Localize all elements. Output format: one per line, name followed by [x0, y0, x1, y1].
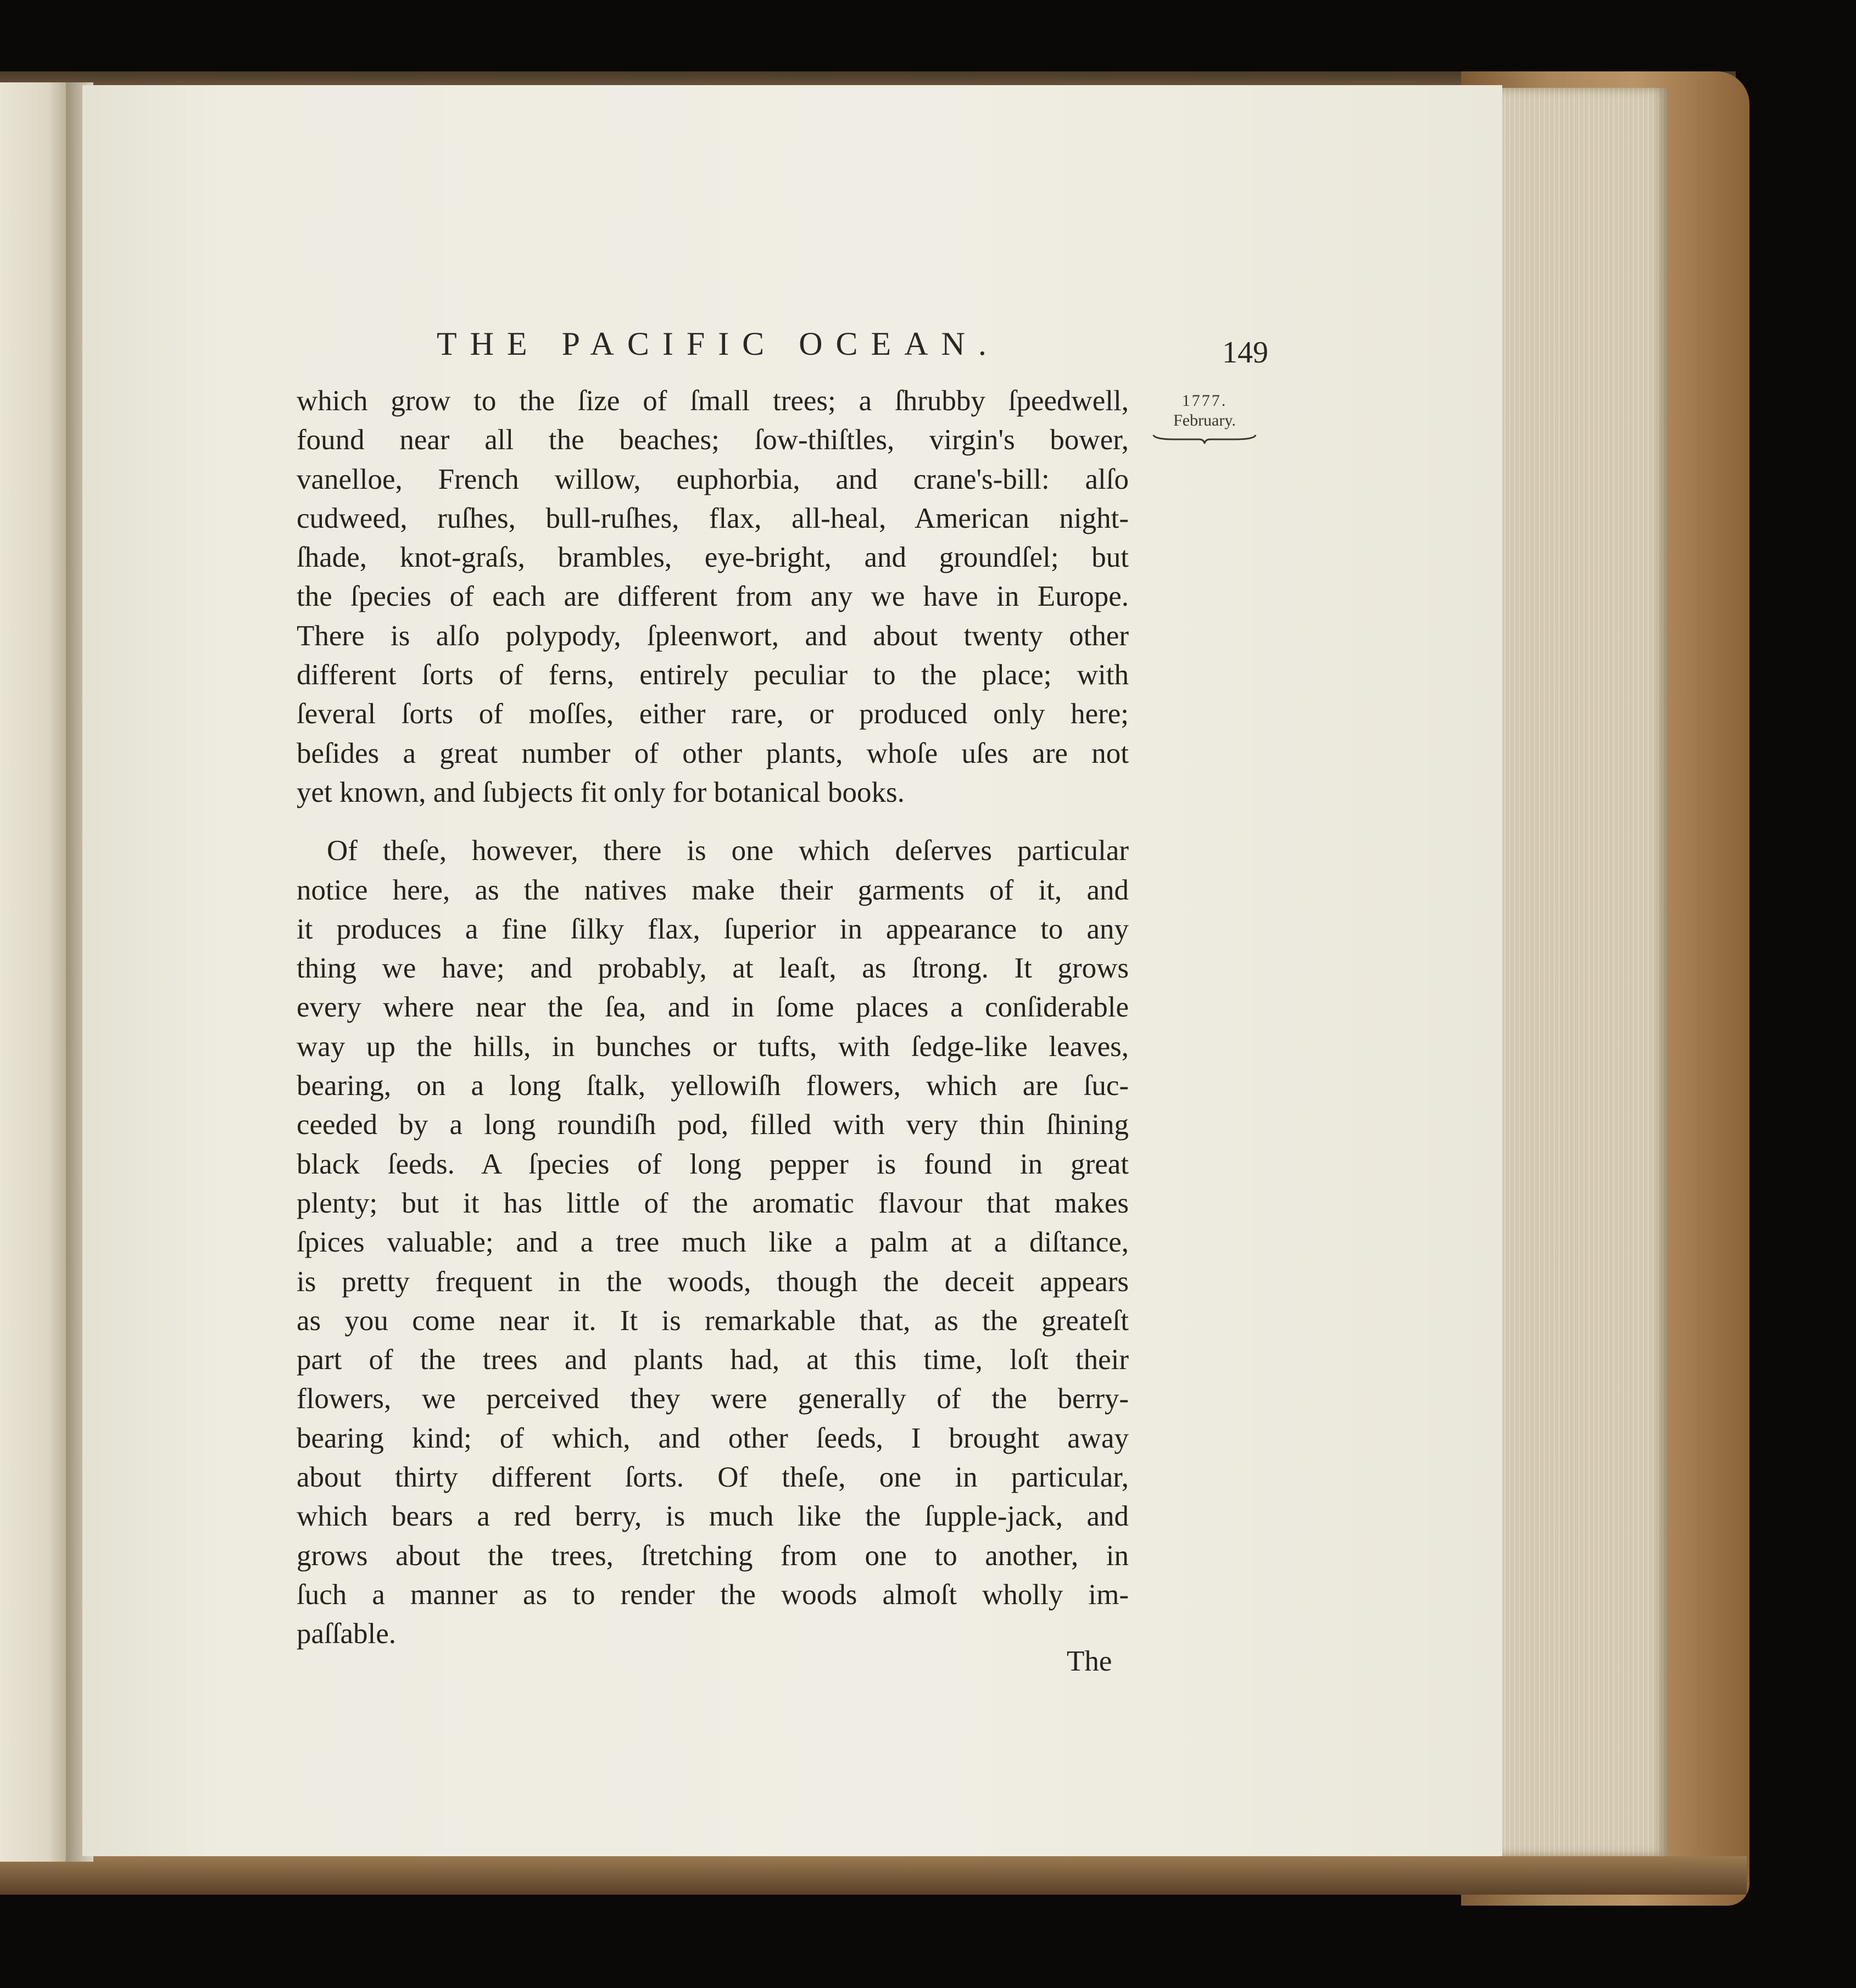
page-number: 149: [1222, 336, 1268, 370]
body-text: [297, 382, 1129, 1654]
text-line: vanelloe, French willow, euphorbia, and crane's-bill: alſo: [297, 463, 1129, 495]
text-line: plenty; but it has little of the aromatic flavour that makes: [297, 1187, 1129, 1219]
left-page: [0, 82, 69, 1862]
text-line: ſhade, knot-graſs, brambles, eye-bright, and groundſel; but: [297, 541, 1129, 574]
brace-icon: [1152, 433, 1257, 444]
text-line: ſuch a manner as to render the woods almoſt wholly im-: [297, 1578, 1129, 1611]
text-line: ſpices valuable; and a tree much like a palm at a diſtance,: [297, 1226, 1129, 1259]
text-line: notice here, as the natives make their garments of it, and: [297, 874, 1129, 906]
text-line: yet known, and ſubjects fit only for botanical books.: [297, 776, 905, 808]
text-line: ceeded by a long roundiſh pod, filled with very thin ſhining: [297, 1109, 1129, 1141]
book-cover-bottom: [0, 1856, 1747, 1895]
text-line: There is alſo polypody, ſpleenwort, and about twenty other: [297, 619, 1129, 652]
text-line: bearing, on a long ſtalk, yellowiſh flowers, which are ſuc-: [297, 1070, 1129, 1102]
text-line: beſides a great number of other plants, whoſe uſes are not: [297, 737, 1129, 769]
margin-note-month: February.: [1173, 411, 1236, 429]
text-line: the ſpecies of each are different from any we have in Europe.: [297, 580, 1129, 613]
text-line: flowers, we perceived they were generally of the berry-: [297, 1383, 1129, 1415]
paragraph: [297, 382, 1129, 812]
text-line: about thirty different ſorts. Of theſe, one in particular,: [297, 1461, 1129, 1494]
text-line: paſſable.: [297, 1618, 396, 1650]
text-line: it produces a fine ſilky flax, ſuperior in appearance to any: [297, 913, 1129, 945]
text-line: as you come near it. It is remarkable that, as the greateſt: [297, 1304, 1129, 1337]
text-line: grows about the trees, ſtretching from one to another, in: [297, 1539, 1129, 1572]
text-line: different ſorts of ferns, entirely peculiar to the place; with: [297, 659, 1129, 691]
text-line: ſeveral ſorts of moſſes, either rare, or produced only here;: [297, 698, 1129, 730]
margin-note-year: 1777.: [1181, 392, 1228, 410]
paragraph-gap: [297, 812, 1129, 831]
text-line: Of theſe, however, there is one which deſerves particular: [327, 835, 1129, 867]
text-line: way up the hills, in bunches or tufts, with ſedge-like leaves,: [297, 1030, 1129, 1063]
running-head: THE PACIFIC OCEAN.: [437, 326, 1000, 362]
text-line: black ſeeds. A ſpecies of long pepper is found in great: [297, 1148, 1129, 1180]
text-line: is pretty frequent in the woods, though the deceit appears: [297, 1265, 1129, 1298]
text-line: part of the trees and plants had, at this time, loſt their: [297, 1344, 1129, 1376]
catchword: The: [1067, 1645, 1112, 1677]
margin-note: [1150, 391, 1259, 444]
text-line: which grow to the ſize of ſmall trees; a ſhrubby ſpeedwell,: [297, 385, 1129, 417]
paragraph: [297, 831, 1129, 1654]
text-line: found near all the beaches; ſow-thiſtles, virgin's bower,: [297, 424, 1129, 456]
text-line: which bears a red berry, is much like the ſupple-jack, and: [297, 1500, 1129, 1533]
text-line: every where near the ſea, and in ſome places a conſiderable: [297, 991, 1129, 1024]
text-line: bearing kind; of which, and other ſeeds, I brought away: [297, 1422, 1129, 1454]
text-line: thing we have; and probably, at leaſt, as ſtrong. It grows: [297, 952, 1129, 985]
page-edges: [1497, 88, 1667, 1856]
text-line: cudweed, ruſhes, bull-ruſhes, flax, all-heal, American night-: [297, 502, 1129, 534]
